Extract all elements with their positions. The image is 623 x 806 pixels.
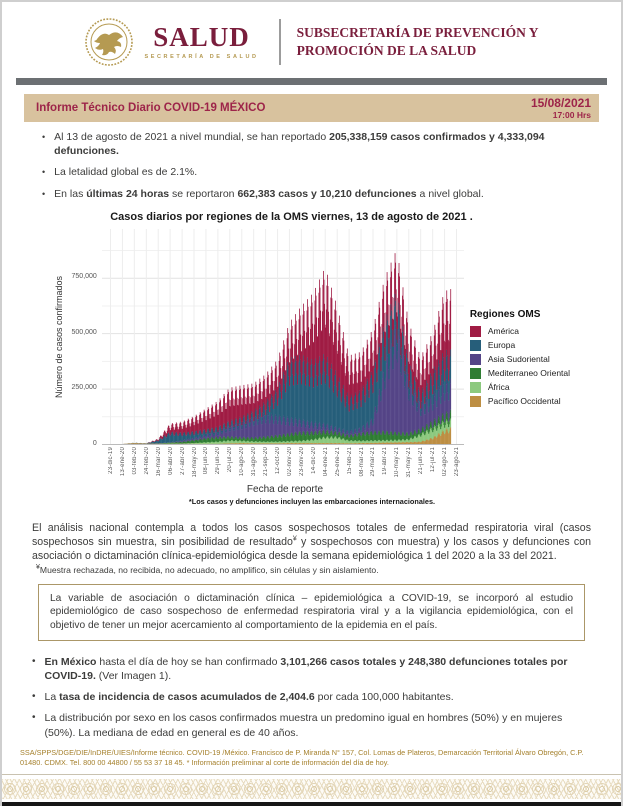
text-run: a nivel global. [416,187,484,200]
text-run: La [44,691,60,704]
salud-eagle-emblem-icon [84,17,134,67]
x-tick-label: 06-abr-20 [167,446,174,475]
x-tick-label: 29-mar-21 [370,446,377,477]
legend-swatch-icon [470,396,481,407]
salud-wordmark [144,24,258,60]
legend-label: Asia Sudoriental [487,354,550,365]
global-bullet-list [42,130,591,201]
x-tick-label: 08-jun-20 [203,446,210,474]
legend-label: América [487,326,520,337]
legend-label: Mediterraneo Oriental [487,368,571,379]
ornamental-pattern-band [2,779,621,799]
chart-section [2,211,621,506]
x-tick-label: 27-abr-20 [179,446,186,475]
report-title: Informe Técnico Diario COVID-19 MÉXICO [36,102,266,114]
x-tick-label: 10-may-21 [394,446,401,478]
legend-label: Pacífico Occidental [487,396,561,407]
subsecretaria-line2: PROMOCIÓN DE LA SALUD [296,43,477,58]
footer-contact-text: SSA/SPPS/DGE/DIE/InDRE/UIES/Informe técnico. COVID-19 /México. Francisco de P. Miranda N° 157, Col. Lomas de Plateros, Demarcación Territorial Álvaro Obregón, C.P. 01480. CDMX. Tel. 800 00 44800 / 55 53 37 18 45. * Información preliminar al corte de información del día de hoy. [20,747,584,767]
x-tick-label: 13-ene-20 [119,446,126,476]
x-tick-label: 19-abr-21 [382,446,389,475]
bullet-text [45,711,593,739]
chart-title: Casos diarios por regiones de la OMS viernes, 13 de agosto de 2021 . [110,210,473,223]
text-run: En México [44,655,97,668]
chart-plot-area [102,229,464,445]
x-tick-label: 02-nov-20 [286,446,293,476]
text-run: El análisis nacional contempla a todos los casos sospechosos totales de enfermedad respiratoria viral (casos sospechosos sin muestra, sin posibilidad de resultado [32,521,591,548]
text-run: 662,383 casos y 10,210 defunciones [237,187,417,200]
y-tick-label: 500,000 [71,328,97,336]
text-run: En las [54,187,87,200]
gray-separator-bar [16,78,607,85]
text-run: por cada 100,000 habitantes. [314,691,454,704]
x-tick-label: 03-feb-20 [131,446,138,475]
chart-x-ticks [104,445,466,483]
chart-legend [470,229,621,445]
report-banner [24,94,599,122]
bullet-text [54,165,197,179]
text-run: últimas 24 horas [86,187,170,200]
text-run: Al 13 de agosto de 2021 a nivel mundial, se han reportado [54,131,330,143]
x-tick-label: 15-feb-21 [346,446,353,475]
report-date: 15/08/2021 [530,96,591,110]
text-run: 3,101,266 casos totales y 248,380 defunciones totales por COVID-19. [44,655,568,683]
bullet-text [54,187,484,201]
legend-item [470,340,621,351]
bullet-marker: • [32,712,36,724]
footer [2,748,621,806]
x-tick-label: 23-ago-21 [454,446,460,476]
legend-item [470,326,621,337]
y-tick-label: 0 [92,439,97,447]
report-time: 17:00 Hrs [552,110,591,120]
x-tick-label: 04-ene-21 [322,446,329,476]
text-run: ¥ [36,563,40,571]
header [2,2,621,70]
chart-x-axis-label: Fecha de reporte [246,483,324,495]
text-run: y sospechosos con muestra) y los casos y defunciones con asociación o dictaminación clínica-epidemiológica desde la semana epidemiológica 1 del 2020 a la 33 del 2021. [32,535,591,562]
chart-legend-items [470,326,621,407]
bullet-item [32,690,593,704]
bullet-marker: • [32,655,36,667]
legend-item [470,382,621,393]
legend-label: África [487,382,510,393]
text-run: La distribución por sexo en los casos confirmados muestra un predomino igual en hombres (50%) y en mujeres (50%). La mediana de edad en general es de 40 años. [44,712,563,739]
x-tick-label: 31-may-21 [406,446,413,478]
brand-title: SALUD [153,22,250,52]
x-tick-label: 02-ago-21 [442,446,449,476]
bullet-marker: • [42,132,46,142]
x-tick-label: 14-dic-20 [310,446,317,474]
bullet-item [42,165,591,179]
chart-canvas [102,229,464,444]
x-tick-label: 25-ene-21 [334,446,341,476]
subsecretaria-title [297,24,539,59]
bullet-text [54,130,591,158]
subsecretaria-line1: SUBSECRETARÍA DE PREVENCIÓN Y [296,25,539,41]
bullet-item [42,187,591,201]
x-tick-label: 29-jun-20 [215,446,222,474]
legend-swatch-icon [470,382,481,393]
bullet-item [42,130,591,158]
next-page-edge [2,802,621,806]
legend-swatch-icon [470,326,481,337]
x-tick-label: 23-nov-20 [298,446,305,476]
bullet-marker: • [42,188,46,199]
x-tick-label: 12-oct-20 [275,446,282,474]
x-tick-label: 24-feb-20 [143,446,150,475]
chart-body [54,229,621,445]
text-run: (Ver Imagen 1). [95,670,172,683]
text-run: Muestra rechazada, no recibida, no adecuado, no amplifico, sin células y sin aislamiento. [39,564,379,575]
bullet-text [45,655,593,683]
legend-item [470,368,621,379]
bullet-item [32,655,593,683]
sample-footnote [36,565,591,575]
text-run: La letalidad global es de 2.1%. [54,166,198,179]
x-tick-label: 20-jul-20 [227,446,234,472]
x-tick-label: 23-dic-19 [108,446,114,474]
text-run: 205,338,159 casos confirmados y 4,333,094 defunciones. [54,131,545,158]
footer-rule [2,774,621,775]
bullet-text [45,690,454,704]
mexico-bullet-list [32,655,593,740]
text-run: se reportaron [169,187,238,200]
legend-swatch-icon [470,354,481,365]
text-run: tasa de incidencia de casos acumulados de 2,404.6 [59,691,315,704]
x-tick-label: 31-ago-20 [251,446,258,476]
x-tick-label: 21-sep-20 [263,446,270,476]
y-tick-label: 250,000 [71,384,97,392]
y-tick-label: 750,000 [71,273,97,281]
chart-legend-title: Regiones OMS [469,308,541,320]
text-run: hasta el día de hoy se han confirmado [96,655,281,668]
x-tick-label: 16-mar-20 [155,446,162,477]
x-tick-label: 18-may-20 [191,446,198,478]
x-tick-label: 08-mar-21 [358,446,365,477]
legend-item [470,396,621,407]
chart-y-axis-label: Número de casos confirmados [54,275,64,398]
report-datetime [531,96,591,120]
brand-subtitle: SECRETARÍA DE SALUD [144,54,259,60]
national-analysis-paragraph [32,522,591,564]
clinical-note-box: La variable de asociación o dictaminación clínica – epidemiológica a COVID-19, se incorporó al estudio epidemiológico de caso sospechoso de enfermedad respiratoria viral y a la vigilancia epidemiológica, con el objetivo de tener un mejor acercamiento al comportamiento de la epidemia en el país. [38,584,585,641]
legend-label: Europa [487,340,516,351]
legend-item [470,354,621,365]
legend-swatch-icon [470,340,481,351]
text-run: ¥ [292,535,297,543]
x-tick-label: 21-jun-21 [418,446,425,474]
bullet-marker: • [32,691,36,703]
x-tick-label: 10-ago-20 [239,446,246,476]
bullet-marker: • [42,167,46,178]
bullet-item [32,711,593,739]
header-divider [279,19,281,65]
chart-footnote: *Los casos y defunciones incluyen las embarcaciones internacionales. [188,496,436,506]
legend-swatch-icon [470,368,481,379]
x-tick-label: 12-jul-21 [430,446,437,472]
chart-y-ticks [67,229,101,447]
